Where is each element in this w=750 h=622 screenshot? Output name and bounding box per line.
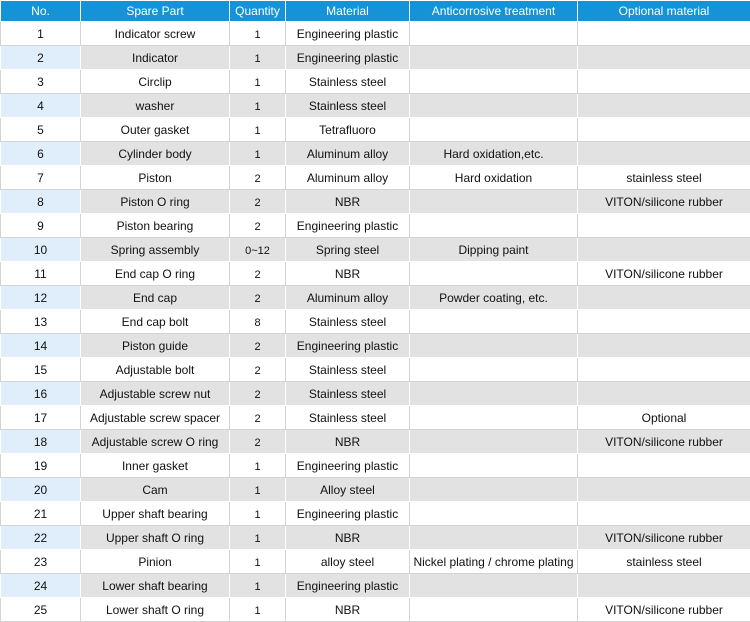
cell-material: alloy steel	[286, 550, 410, 574]
table-row	[1, 574, 750, 598]
table-row	[1, 406, 750, 430]
cell-quantity: 2	[230, 166, 286, 190]
cell-anticorrosive-treatment	[410, 454, 578, 478]
cell-anticorrosive-treatment	[410, 310, 578, 334]
cell-anticorrosive-treatment	[410, 214, 578, 238]
cell-no: 15	[1, 358, 81, 382]
cell-spare-part: Adjustable screw spacer	[81, 406, 230, 430]
table-row	[1, 502, 750, 526]
cell-spare-part: Lower shaft bearing	[81, 574, 230, 598]
cell-no: 1	[1, 22, 81, 46]
cell-material: NBR	[286, 598, 410, 622]
cell-material: Stainless steel	[286, 70, 410, 94]
cell-material: Aluminum alloy	[286, 286, 410, 310]
table-row	[1, 142, 750, 166]
cell-optional-material	[578, 454, 750, 478]
cell-quantity: 1	[230, 550, 286, 574]
cell-material: Engineering plastic	[286, 334, 410, 358]
cell-anticorrosive-treatment	[410, 358, 578, 382]
cell-quantity: 2	[230, 286, 286, 310]
cell-anticorrosive-treatment	[410, 430, 578, 454]
cell-spare-part: washer	[81, 94, 230, 118]
cell-no: 11	[1, 262, 81, 286]
cell-material: NBR	[286, 190, 410, 214]
cell-no: 9	[1, 214, 81, 238]
cell-quantity: 2	[230, 382, 286, 406]
cell-spare-part: End cap bolt	[81, 310, 230, 334]
header-quantity: Quantity	[230, 1, 286, 22]
cell-spare-part: Upper shaft O ring	[81, 526, 230, 550]
cell-optional-material	[578, 94, 750, 118]
cell-quantity: 1	[230, 70, 286, 94]
cell-quantity: 1	[230, 454, 286, 478]
cell-anticorrosive-treatment: Nickel plating / chrome plating	[410, 550, 578, 574]
cell-quantity: 2	[230, 430, 286, 454]
table-row	[1, 166, 750, 190]
cell-quantity: 1	[230, 598, 286, 622]
cell-spare-part: End cap O ring	[81, 262, 230, 286]
cell-optional-material	[578, 478, 750, 502]
cell-material: Stainless steel	[286, 358, 410, 382]
table-row	[1, 526, 750, 550]
cell-no: 2	[1, 46, 81, 70]
cell-spare-part: End cap	[81, 286, 230, 310]
cell-anticorrosive-treatment: Dipping paint	[410, 238, 578, 262]
cell-no: 6	[1, 142, 81, 166]
cell-spare-part: Spring assembly	[81, 238, 230, 262]
cell-optional-material: VITON/silicone rubber	[578, 262, 750, 286]
cell-spare-part: Piston bearing	[81, 214, 230, 238]
cell-anticorrosive-treatment	[410, 478, 578, 502]
cell-optional-material	[578, 334, 750, 358]
cell-no: 10	[1, 238, 81, 262]
cell-optional-material: stainless steel	[578, 166, 750, 190]
cell-quantity: 8	[230, 310, 286, 334]
cell-material: Engineering plastic	[286, 574, 410, 598]
cell-quantity: 1	[230, 46, 286, 70]
cell-anticorrosive-treatment: Powder coating, etc.	[410, 286, 578, 310]
table-row	[1, 262, 750, 286]
cell-anticorrosive-treatment: Hard oxidation	[410, 166, 578, 190]
cell-spare-part: Piston O ring	[81, 190, 230, 214]
cell-material: Engineering plastic	[286, 502, 410, 526]
cell-quantity: 2	[230, 406, 286, 430]
table-row	[1, 310, 750, 334]
table-body	[1, 22, 750, 622]
cell-quantity: 1	[230, 22, 286, 46]
cell-quantity: 1	[230, 94, 286, 118]
cell-spare-part: Indicator	[81, 46, 230, 70]
cell-material: Aluminum alloy	[286, 142, 410, 166]
cell-material: Spring steel	[286, 238, 410, 262]
cell-material: NBR	[286, 430, 410, 454]
cell-optional-material	[578, 142, 750, 166]
cell-anticorrosive-treatment	[410, 382, 578, 406]
cell-anticorrosive-treatment	[410, 526, 578, 550]
cell-optional-material: VITON/silicone rubber	[578, 526, 750, 550]
table-row	[1, 190, 750, 214]
cell-quantity: 1	[230, 526, 286, 550]
cell-no: 24	[1, 574, 81, 598]
table-row	[1, 46, 750, 70]
table-row	[1, 598, 750, 622]
cell-no: 18	[1, 430, 81, 454]
cell-material: Stainless steel	[286, 382, 410, 406]
cell-anticorrosive-treatment	[410, 574, 578, 598]
cell-spare-part: Inner gasket	[81, 454, 230, 478]
table-row	[1, 550, 750, 574]
cell-anticorrosive-treatment	[410, 262, 578, 286]
cell-no: 23	[1, 550, 81, 574]
cell-spare-part: Adjustable screw nut	[81, 382, 230, 406]
cell-spare-part: Circlip	[81, 70, 230, 94]
cell-optional-material	[578, 574, 750, 598]
table-row	[1, 70, 750, 94]
cell-quantity: 2	[230, 190, 286, 214]
cell-no: 12	[1, 286, 81, 310]
cell-anticorrosive-treatment	[410, 598, 578, 622]
header-anticorrosive-treatment: Anticorrosive treatment	[410, 1, 578, 22]
cell-optional-material	[578, 214, 750, 238]
table-row	[1, 22, 750, 46]
cell-material: NBR	[286, 526, 410, 550]
cell-optional-material	[578, 70, 750, 94]
table-row	[1, 382, 750, 406]
cell-spare-part: Piston guide	[81, 334, 230, 358]
cell-optional-material	[578, 22, 750, 46]
cell-spare-part: Pinion	[81, 550, 230, 574]
table-header	[1, 1, 750, 22]
cell-optional-material	[578, 310, 750, 334]
table-row	[1, 454, 750, 478]
cell-material: Engineering plastic	[286, 22, 410, 46]
cell-spare-part: Piston	[81, 166, 230, 190]
cell-optional-material: VITON/silicone rubber	[578, 598, 750, 622]
cell-no: 21	[1, 502, 81, 526]
cell-anticorrosive-treatment: Hard oxidation,etc.	[410, 142, 578, 166]
cell-optional-material	[578, 286, 750, 310]
cell-optional-material: Optional	[578, 406, 750, 430]
cell-anticorrosive-treatment	[410, 22, 578, 46]
cell-anticorrosive-treatment	[410, 190, 578, 214]
cell-quantity: 2	[230, 214, 286, 238]
cell-optional-material: stainless steel	[578, 550, 750, 574]
cell-material: Engineering plastic	[286, 46, 410, 70]
cell-quantity: 1	[230, 502, 286, 526]
cell-quantity: 2	[230, 358, 286, 382]
cell-no: 8	[1, 190, 81, 214]
cell-quantity: 1	[230, 142, 286, 166]
header-optional-material: Optional material	[578, 1, 750, 22]
table-row	[1, 478, 750, 502]
cell-spare-part: Cam	[81, 478, 230, 502]
cell-no: 5	[1, 118, 81, 142]
cell-no: 13	[1, 310, 81, 334]
header-spare-part: Spare Part	[81, 1, 230, 22]
cell-anticorrosive-treatment	[410, 46, 578, 70]
cell-optional-material	[578, 46, 750, 70]
cell-material: Aluminum alloy	[286, 166, 410, 190]
cell-material: Stainless steel	[286, 94, 410, 118]
cell-no: 17	[1, 406, 81, 430]
cell-spare-part: Adjustable bolt	[81, 358, 230, 382]
cell-material: Engineering plastic	[286, 214, 410, 238]
table-row	[1, 118, 750, 142]
cell-optional-material	[578, 382, 750, 406]
cell-spare-part: Lower shaft O ring	[81, 598, 230, 622]
cell-spare-part: Upper shaft bearing	[81, 502, 230, 526]
cell-no: 14	[1, 334, 81, 358]
cell-quantity: 1	[230, 118, 286, 142]
table-row	[1, 430, 750, 454]
cell-quantity: 0~12	[230, 238, 286, 262]
cell-optional-material: VITON/silicone rubber	[578, 190, 750, 214]
cell-optional-material: VITON/silicone rubber	[578, 430, 750, 454]
header-no: No.	[1, 1, 81, 22]
cell-no: 16	[1, 382, 81, 406]
cell-anticorrosive-treatment	[410, 70, 578, 94]
cell-optional-material	[578, 502, 750, 526]
cell-anticorrosive-treatment	[410, 94, 578, 118]
cell-optional-material	[578, 118, 750, 142]
cell-no: 4	[1, 94, 81, 118]
cell-material: Engineering plastic	[286, 454, 410, 478]
cell-anticorrosive-treatment	[410, 334, 578, 358]
table-row	[1, 214, 750, 238]
cell-quantity: 2	[230, 262, 286, 286]
cell-no: 3	[1, 70, 81, 94]
cell-spare-part: Outer gasket	[81, 118, 230, 142]
cell-optional-material	[578, 238, 750, 262]
cell-material: NBR	[286, 262, 410, 286]
cell-no: 25	[1, 598, 81, 622]
cell-spare-part: Cylinder body	[81, 142, 230, 166]
cell-optional-material	[578, 358, 750, 382]
header-material: Material	[286, 1, 410, 22]
cell-no: 20	[1, 478, 81, 502]
cell-material: Stainless steel	[286, 310, 410, 334]
cell-spare-part: Adjustable screw O ring	[81, 430, 230, 454]
cell-no: 22	[1, 526, 81, 550]
cell-anticorrosive-treatment	[410, 406, 578, 430]
table-row	[1, 358, 750, 382]
cell-quantity: 1	[230, 574, 286, 598]
cell-quantity: 2	[230, 334, 286, 358]
cell-spare-part: Indicator screw	[81, 22, 230, 46]
table-row	[1, 94, 750, 118]
cell-anticorrosive-treatment	[410, 118, 578, 142]
table-row	[1, 334, 750, 358]
cell-quantity: 1	[230, 478, 286, 502]
cell-no: 7	[1, 166, 81, 190]
cell-material: Alloy steel	[286, 478, 410, 502]
header-row	[1, 1, 750, 22]
cell-material: Stainless steel	[286, 406, 410, 430]
cell-material: Tetrafluoro	[286, 118, 410, 142]
table-row	[1, 286, 750, 310]
table-row	[1, 238, 750, 262]
cell-no: 19	[1, 454, 81, 478]
cell-anticorrosive-treatment	[410, 502, 578, 526]
